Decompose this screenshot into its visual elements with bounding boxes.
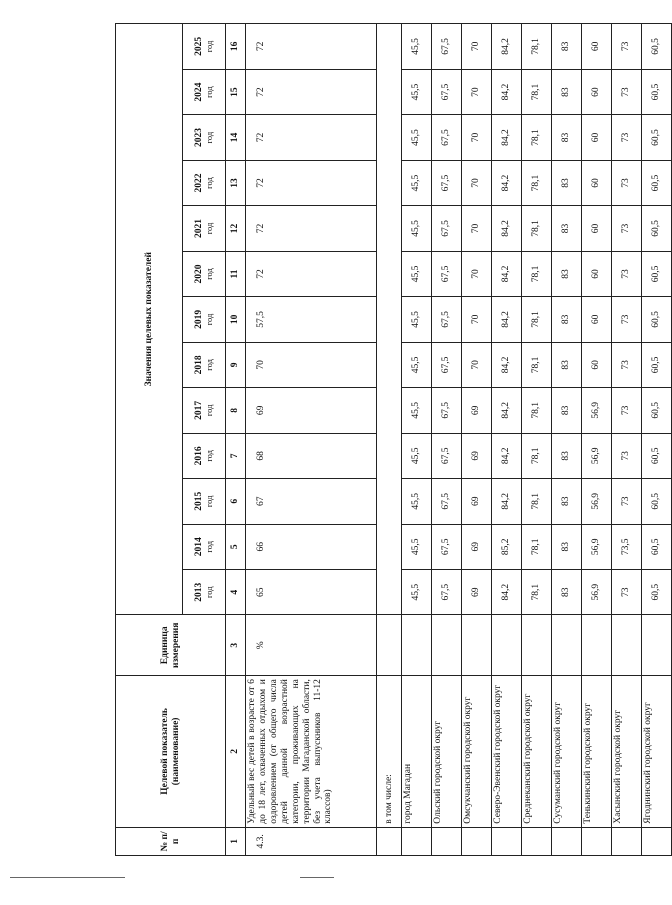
including-row bbox=[377, 24, 402, 856]
value-cell: 67,5 bbox=[432, 342, 462, 387]
year-unit-label: год bbox=[203, 450, 214, 462]
value-cell: 73 bbox=[612, 297, 642, 342]
district-name: Ягоднинский городской округ bbox=[642, 676, 672, 828]
value-cell: 57,5 bbox=[246, 297, 377, 342]
header-number: № п/п bbox=[116, 827, 226, 855]
value-cell: 73 bbox=[612, 160, 642, 205]
row-number-empty bbox=[432, 827, 462, 855]
value-cell: 78,1 bbox=[522, 160, 552, 205]
row-number-empty bbox=[522, 827, 552, 855]
value-cell: 60,5 bbox=[642, 24, 672, 70]
year-header-cell bbox=[183, 160, 226, 205]
row-number-empty bbox=[642, 827, 672, 855]
table-body bbox=[116, 24, 672, 856]
value-cell: 83 bbox=[552, 524, 582, 569]
value-cell: 60 bbox=[582, 69, 612, 114]
value-cell: 73 bbox=[612, 388, 642, 433]
column-index-cell: 16 bbox=[226, 24, 246, 70]
value-cell: 84,2 bbox=[492, 206, 522, 251]
value-cell: 60 bbox=[582, 206, 612, 251]
value-cell: 45,5 bbox=[402, 251, 432, 296]
value-cell: 70 bbox=[462, 297, 492, 342]
value-cell: 84,2 bbox=[492, 388, 522, 433]
row-number-empty bbox=[612, 827, 642, 855]
value-cell: 83 bbox=[552, 570, 582, 615]
target-indicators-table bbox=[115, 23, 672, 856]
value-cell: 60,5 bbox=[642, 524, 672, 569]
year-unit-label: год bbox=[203, 495, 214, 508]
value-cell: 56,9 bbox=[582, 570, 612, 615]
year-header-cell bbox=[183, 69, 226, 114]
value-cell: 72 bbox=[246, 115, 377, 160]
column-index-cell: 9 bbox=[226, 342, 246, 387]
value-cell: 83 bbox=[552, 342, 582, 387]
value-cell: 83 bbox=[552, 479, 582, 524]
value-cell: 70 bbox=[462, 24, 492, 70]
year-unit-label: год bbox=[203, 268, 214, 280]
value-cell: 60,5 bbox=[642, 206, 672, 251]
value-cell: 70 bbox=[462, 342, 492, 387]
value-cell: 67,5 bbox=[432, 570, 462, 615]
value-cell: 73 bbox=[612, 433, 642, 478]
district-name: Тенькинский городской округ bbox=[582, 676, 612, 828]
value-cell: 45,5 bbox=[402, 479, 432, 524]
value-cell: 67,5 bbox=[432, 479, 462, 524]
value-cell: 73 bbox=[612, 251, 642, 296]
value-cell: 45,5 bbox=[402, 160, 432, 205]
district-name: Омсукчанский городской округ bbox=[462, 676, 492, 828]
row-number-empty bbox=[552, 827, 582, 855]
value-cell: 70 bbox=[462, 206, 492, 251]
table-row bbox=[612, 24, 642, 856]
value-cell: 78,1 bbox=[522, 115, 552, 160]
unit-cell-empty bbox=[402, 615, 432, 676]
year-number: 2024 bbox=[193, 82, 204, 102]
value-cell: 84,2 bbox=[492, 69, 522, 114]
value-cell: 60,5 bbox=[642, 251, 672, 296]
value-cell: 83 bbox=[552, 433, 582, 478]
year-number: 2015 bbox=[193, 491, 204, 511]
value-cell: 60 bbox=[582, 342, 612, 387]
unit-cell-empty bbox=[612, 615, 642, 676]
year-unit-label: год bbox=[203, 86, 214, 98]
value-cell: 60,5 bbox=[642, 115, 672, 160]
row-number: 4.3. bbox=[246, 827, 377, 855]
value-cell: 84,2 bbox=[492, 433, 522, 478]
value-cell: 85,2 bbox=[492, 524, 522, 569]
value-cell: 73 bbox=[612, 115, 642, 160]
value-cell: 78,1 bbox=[522, 69, 552, 114]
column-index-cell: 2 bbox=[226, 676, 246, 828]
value-cell: 83 bbox=[552, 251, 582, 296]
value-cell: 56,9 bbox=[582, 433, 612, 478]
year-number: 2013 bbox=[193, 582, 204, 602]
table-row bbox=[246, 24, 377, 856]
year-header-cell bbox=[183, 433, 226, 478]
row-number-empty bbox=[582, 827, 612, 855]
value-cell: 72 bbox=[246, 69, 377, 114]
table-row bbox=[522, 24, 552, 856]
year-number: 2017 bbox=[193, 400, 204, 420]
value-cell: 73 bbox=[612, 342, 642, 387]
unit-cell-empty bbox=[552, 615, 582, 676]
value-cell: 65 bbox=[246, 570, 377, 615]
value-cell: 84,2 bbox=[492, 24, 522, 70]
header-values-group: Значения целевых показателей bbox=[116, 24, 183, 615]
value-cell: 70 bbox=[462, 69, 492, 114]
column-index-cell: 12 bbox=[226, 206, 246, 251]
value-cell: 84,2 bbox=[492, 160, 522, 205]
year-unit-label: год bbox=[203, 177, 214, 189]
unit-cell: % bbox=[246, 615, 377, 676]
value-cell: 69 bbox=[462, 524, 492, 569]
value-cell: 67,5 bbox=[432, 160, 462, 205]
rotated-table-container bbox=[115, 23, 662, 856]
unit-cell-empty bbox=[582, 615, 612, 676]
table-row bbox=[462, 24, 492, 856]
value-cell: 69 bbox=[462, 433, 492, 478]
value-cell: 70 bbox=[462, 251, 492, 296]
column-index-cell: 1 bbox=[226, 827, 246, 855]
value-cell: 72 bbox=[246, 24, 377, 70]
value-cell: 45,5 bbox=[402, 115, 432, 160]
table-row bbox=[582, 24, 612, 856]
value-cell: 84,2 bbox=[492, 479, 522, 524]
value-cell: 60 bbox=[582, 297, 612, 342]
year-header-cell bbox=[183, 479, 226, 524]
value-cell: 45,5 bbox=[402, 524, 432, 569]
indicator-name: Удельный вес детей в возрасте от 6 до 18 лет, охваченных отдыхом и оздоровлением (от общего числа детей данной возрастной категории, проживающих на территории Магаданской области, без учета выпускников 11-12 классов) bbox=[246, 676, 377, 828]
year-header-cell bbox=[183, 297, 226, 342]
district-name: Сусуманский городской округ bbox=[552, 676, 582, 828]
value-cell: 60 bbox=[582, 24, 612, 70]
table-row bbox=[432, 24, 462, 856]
value-cell: 72 bbox=[246, 251, 377, 296]
value-cell: 83 bbox=[552, 115, 582, 160]
column-index-cell: 13 bbox=[226, 160, 246, 205]
value-cell: 45,5 bbox=[402, 433, 432, 478]
value-cell: 60,5 bbox=[642, 388, 672, 433]
value-cell: 78,1 bbox=[522, 297, 552, 342]
year-number: 2023 bbox=[193, 128, 204, 148]
header-row bbox=[116, 24, 183, 856]
value-cell: 45,5 bbox=[402, 206, 432, 251]
table-row bbox=[642, 24, 672, 856]
district-name: Среднеканский городской округ bbox=[522, 676, 552, 828]
district-name: Северо-Эвенский городской округ bbox=[492, 676, 522, 828]
value-cell: 67,5 bbox=[432, 206, 462, 251]
value-cell: 45,5 bbox=[402, 24, 432, 70]
value-cell: 70 bbox=[462, 115, 492, 160]
value-cell: 60,5 bbox=[642, 570, 672, 615]
value-cell: 56,9 bbox=[582, 479, 612, 524]
year-number: 2020 bbox=[193, 264, 204, 284]
value-cell: 72 bbox=[246, 160, 377, 205]
value-cell: 68 bbox=[246, 433, 377, 478]
value-cell: 67,5 bbox=[432, 433, 462, 478]
year-number: 2022 bbox=[193, 173, 204, 193]
year-number: 2025 bbox=[193, 36, 204, 56]
value-cell: 78,1 bbox=[522, 251, 552, 296]
value-cell: 60,5 bbox=[642, 479, 672, 524]
table-row bbox=[552, 24, 582, 856]
value-cell: 56,9 bbox=[582, 388, 612, 433]
column-index-cell: 5 bbox=[226, 524, 246, 569]
value-cell: 78,1 bbox=[522, 342, 552, 387]
value-cell: 60,5 bbox=[642, 160, 672, 205]
column-index-cell: 11 bbox=[226, 251, 246, 296]
value-cell: 60 bbox=[582, 251, 612, 296]
value-cell: 69 bbox=[462, 570, 492, 615]
unit-cell-empty bbox=[432, 615, 462, 676]
value-cell: 67,5 bbox=[432, 24, 462, 70]
including-label: в том числе: bbox=[377, 676, 402, 828]
column-index-cell: 8 bbox=[226, 388, 246, 433]
column-index-cell: 4 bbox=[226, 570, 246, 615]
value-cell: 84,2 bbox=[492, 251, 522, 296]
value-cell: 73 bbox=[612, 69, 642, 114]
column-index-cell: 3 bbox=[226, 615, 246, 676]
value-cell: 73,5 bbox=[612, 524, 642, 569]
unit-cell-empty bbox=[522, 615, 552, 676]
table-row bbox=[402, 24, 432, 856]
year-unit-label: год bbox=[203, 359, 214, 371]
value-cell: 67,5 bbox=[432, 297, 462, 342]
year-header-cell bbox=[183, 570, 226, 615]
value-cell: 78,1 bbox=[522, 479, 552, 524]
footer-rule-left bbox=[10, 877, 125, 878]
year-header-cell bbox=[183, 115, 226, 160]
year-unit-label: год bbox=[203, 40, 214, 53]
value-cell: 72 bbox=[246, 206, 377, 251]
column-index-row bbox=[226, 24, 246, 856]
value-cell: 69 bbox=[462, 388, 492, 433]
value-cell: 70 bbox=[246, 342, 377, 387]
value-cell: 45,5 bbox=[402, 297, 432, 342]
value-cell: 83 bbox=[552, 24, 582, 70]
year-number: 2021 bbox=[193, 218, 204, 238]
value-cell: 45,5 bbox=[402, 69, 432, 114]
value-cell: 67,5 bbox=[432, 524, 462, 569]
year-unit-label: год bbox=[203, 313, 214, 326]
value-cell: 84,2 bbox=[492, 115, 522, 160]
year-unit-label: год bbox=[203, 131, 214, 144]
column-index-cell: 7 bbox=[226, 433, 246, 478]
value-cell: 67,5 bbox=[432, 69, 462, 114]
value-cell: 73 bbox=[612, 24, 642, 70]
value-cell: 67 bbox=[246, 479, 377, 524]
district-name: Ольский городской округ bbox=[432, 676, 462, 828]
value-cell: 60 bbox=[582, 160, 612, 205]
value-cell: 78,1 bbox=[522, 388, 552, 433]
value-cell: 83 bbox=[552, 297, 582, 342]
value-cell: 84,2 bbox=[492, 342, 522, 387]
value-cell: 69 bbox=[462, 479, 492, 524]
value-cell: 67,5 bbox=[432, 251, 462, 296]
row-number-empty bbox=[462, 827, 492, 855]
year-number: 2018 bbox=[193, 355, 204, 375]
column-index-cell: 15 bbox=[226, 69, 246, 114]
footer-rule-right bbox=[300, 877, 334, 878]
value-cell: 67,5 bbox=[432, 115, 462, 160]
year-unit-label: год bbox=[203, 404, 214, 417]
year-unit-label: год bbox=[203, 222, 214, 235]
value-cell: 78,1 bbox=[522, 524, 552, 569]
district-name: Хасынский городской округ bbox=[612, 676, 642, 828]
district-name: город Магадан bbox=[402, 676, 432, 828]
value-cell: 70 bbox=[462, 160, 492, 205]
year-unit-label: год bbox=[203, 586, 214, 599]
value-cell: 78,1 bbox=[522, 433, 552, 478]
unit-cell-empty bbox=[492, 615, 522, 676]
unit-cell-empty bbox=[462, 615, 492, 676]
value-cell: 60 bbox=[582, 115, 612, 160]
year-header-cell bbox=[183, 251, 226, 296]
year-unit-label: год bbox=[203, 540, 214, 553]
value-cell: 45,5 bbox=[402, 570, 432, 615]
value-cell: 73 bbox=[612, 570, 642, 615]
value-cell: 83 bbox=[552, 388, 582, 433]
column-index-cell: 14 bbox=[226, 115, 246, 160]
year-number: 2016 bbox=[193, 446, 204, 466]
value-cell: 78,1 bbox=[522, 206, 552, 251]
header-unit: Единица измерения bbox=[116, 615, 226, 676]
value-cell: 78,1 bbox=[522, 570, 552, 615]
value-cell: 69 bbox=[246, 388, 377, 433]
value-cell: 60,5 bbox=[642, 297, 672, 342]
year-number: 2019 bbox=[193, 309, 204, 329]
value-cell: 45,5 bbox=[402, 342, 432, 387]
value-cell: 84,2 bbox=[492, 297, 522, 342]
year-header-cell bbox=[183, 206, 226, 251]
value-cell: 83 bbox=[552, 160, 582, 205]
column-index-cell: 10 bbox=[226, 297, 246, 342]
value-cell: 60,5 bbox=[642, 342, 672, 387]
value-cell: 83 bbox=[552, 69, 582, 114]
row-number-empty bbox=[402, 827, 432, 855]
year-header-cell bbox=[183, 342, 226, 387]
value-cell: 60,5 bbox=[642, 433, 672, 478]
year-header-cell bbox=[183, 388, 226, 433]
row-number-empty bbox=[492, 827, 522, 855]
value-cell: 60,5 bbox=[642, 69, 672, 114]
table-row bbox=[492, 24, 522, 856]
value-cell: 78,1 bbox=[522, 24, 552, 70]
unit-cell-empty bbox=[642, 615, 672, 676]
value-cell: 67,5 bbox=[432, 388, 462, 433]
value-cell: 73 bbox=[612, 479, 642, 524]
year-header-cell bbox=[183, 24, 226, 70]
column-index-cell: 6 bbox=[226, 479, 246, 524]
value-cell: 83 bbox=[552, 206, 582, 251]
value-cell: 56,9 bbox=[582, 524, 612, 569]
year-number: 2014 bbox=[193, 537, 204, 557]
value-cell: 84,2 bbox=[492, 570, 522, 615]
year-header-cell bbox=[183, 524, 226, 569]
value-cell: 73 bbox=[612, 206, 642, 251]
value-cell: 45,5 bbox=[402, 388, 432, 433]
header-indicator-name: Целевой показатель (наименование) bbox=[116, 676, 226, 828]
value-cell: 66 bbox=[246, 524, 377, 569]
